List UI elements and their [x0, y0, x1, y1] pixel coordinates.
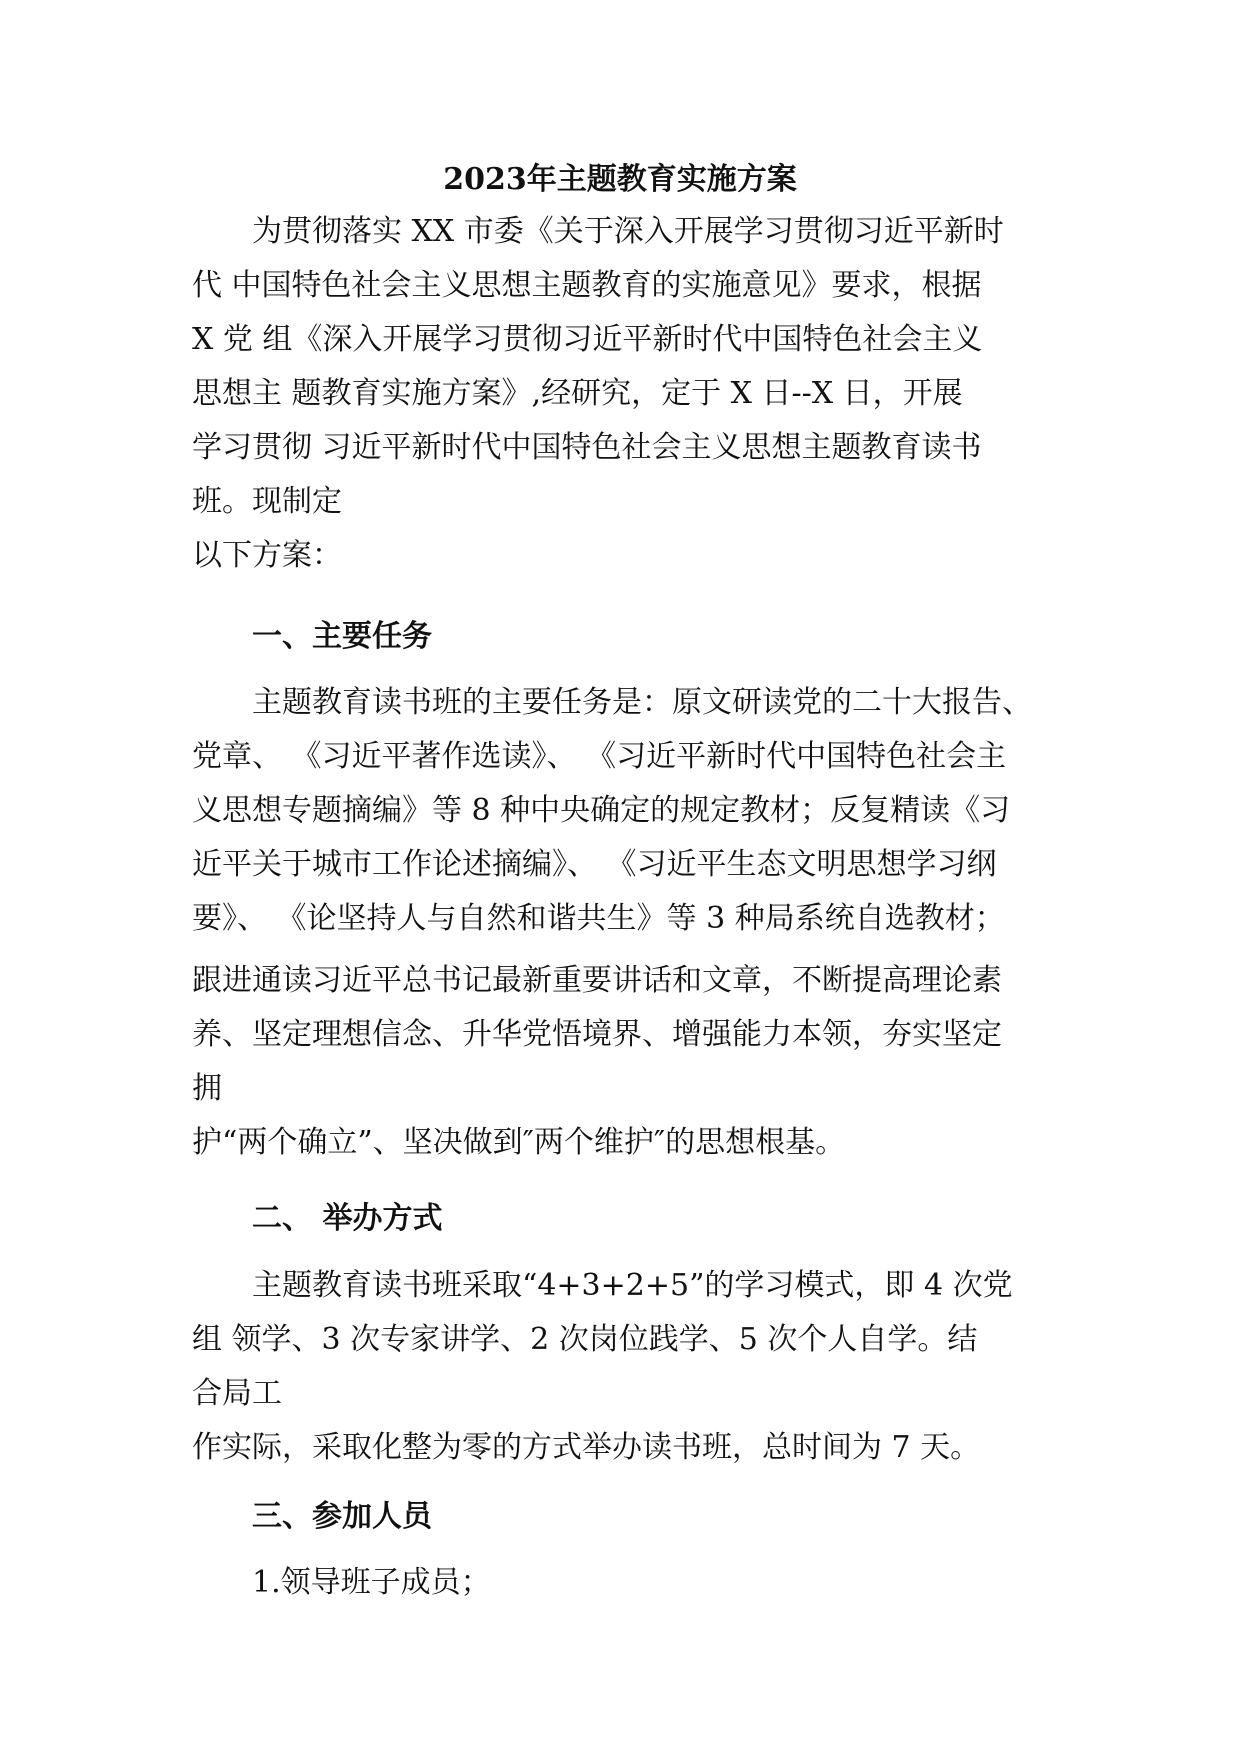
method-paragraph	[192, 1259, 1072, 1475]
main-tasks-line: 近平关于城市工作论述摘编》、 《习近平生态文明思想学习纲	[192, 847, 997, 882]
intro-line: X 党 组《深入开展学习贯彻习近平新时代中国特色社会主义	[192, 322, 983, 357]
section-heading-main-tasks: 一、主要任务	[252, 619, 432, 654]
method-line: 主题教育读书班采取“4+3+2+5”的学习模式，即 4 次党	[252, 1268, 1013, 1303]
section-heading-participants: 三、参加人员	[252, 1499, 432, 1534]
main-tasks-line: 养、坚定理想信念、升华党悟境界、增强能力本领，夯实坚定	[192, 1017, 1002, 1052]
intro-line: 班。现制定	[192, 484, 342, 519]
method-line: 组 领学、3 次专家讲学、2 次岗位践学、5 次个人自学。结	[192, 1322, 978, 1357]
main-tasks-line: 跟进通读习近平总书记最新重要讲话和文章，不断提高理论素	[192, 963, 1002, 998]
main-tasks-line: 义思想专题摘编》等 8 种中央确定的规定教材；反复精读《习	[192, 793, 1011, 828]
main-tasks-paragraph	[192, 676, 1072, 1170]
main-tasks-line: 护“两个确立”、坚决做到″两个维护″的思想根基。	[192, 1125, 846, 1160]
participants-paragraph	[192, 1556, 1072, 1610]
main-tasks-line: 主题教育读书班的主要任务是：原文研读党的二十大报告、	[252, 685, 1032, 720]
intro-line: 以下方案：	[192, 538, 342, 573]
intro-line: 代 中国特色社会主义思想主题教育的实施意见》要求，根据	[192, 268, 982, 303]
method-line: 合局工	[192, 1376, 282, 1411]
intro-paragraph	[192, 205, 1072, 583]
document-title: 2023年主题教育实施方案	[443, 162, 797, 197]
main-tasks-line: 拥	[192, 1071, 222, 1106]
intro-line: 为贯彻落实 XX 市委《关于深入开展学习贯彻习近平新时	[252, 214, 1004, 249]
method-line: 作实际，采取化整为零的方式举办读书班，总时间为 7 天。	[192, 1430, 981, 1465]
main-tasks-line: 党章、 《习近平著作选读》、 《习近平新时代中国特色社会主	[192, 739, 1007, 774]
intro-line: 学习贯彻 习近平新时代中国特色社会主义思想主题教育读书	[192, 430, 982, 465]
participants-line: 1.领导班子成员；	[252, 1565, 491, 1600]
main-tasks-line: 要》、 《论坚持人与自然和谐共生》等 3 种局系统自选教材；	[192, 901, 1005, 936]
intro-line: 思想主 题教育实施方案》,经研究，定于 X 日--X 日，开展	[192, 376, 963, 411]
section-heading-method: 二、 举办方式	[252, 1201, 443, 1236]
